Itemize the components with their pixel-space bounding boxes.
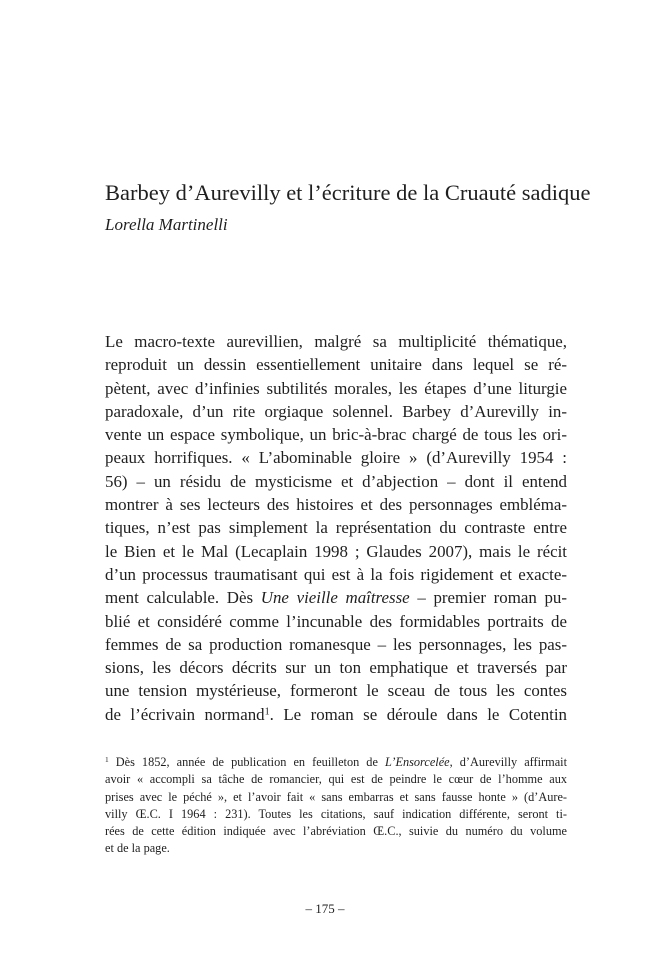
footnote-text: , d’Aurevilly affirmait xyxy=(449,755,567,769)
page-number: – 175 – xyxy=(305,901,345,916)
body-text: – premier roman pu- xyxy=(409,588,568,608)
body-line: vente un espace symbolique, un bric-à-brac chargé de tous les ori- xyxy=(105,425,567,445)
author-name: Lorella Martinelli xyxy=(105,215,228,234)
body-line: 56) – un résidu de mysticisme et d’abjection – dont il entend xyxy=(105,471,567,491)
body-line xyxy=(105,703,567,726)
footnote-line xyxy=(105,754,567,771)
body-line: pètent, avec d’infinies subtilités morales, les étapes d’une liturgie xyxy=(105,378,567,398)
footnote-line: avoir « accompli sa tâche de romancier, qui est de peindre le cœur de l’homme aux xyxy=(105,772,567,787)
body-line: paradoxale, d’un rite orgiaque solennel. Barbey d’Aurevilly in- xyxy=(105,401,567,421)
footnote-line: et de la page. xyxy=(105,841,170,856)
novel-title: L’Ensorcelée xyxy=(384,755,450,769)
body-line: montrer à ses lecteurs des histoires et des personnages emblémа- xyxy=(105,495,567,515)
body-text: . Le roman se déroule dans le Cotentin xyxy=(269,704,568,724)
body-line: blié et considéré comme l’incunable des formidables portraits de xyxy=(105,611,567,631)
footnote-line: prises avec le péché », et l’avoir fait « sans embarras et sans fausse honte » (d’Aure- xyxy=(105,789,567,804)
body-text: ment calculable. Dès xyxy=(105,588,261,608)
chapter-title: Barbey d’Aurevilly et l’écriture de la Cruauté sadique xyxy=(105,180,591,205)
body-line: le Bien et le Mal (Lecaplain 1998 ; Glaudes 2007), mais le récit xyxy=(105,541,567,561)
body-line: peaux horrifiques. « L’abominable gloire » (d’Aurevilly 1954 : xyxy=(105,448,567,468)
body-text: de l’écrivain normand xyxy=(105,704,265,724)
body-paragraph xyxy=(105,330,567,726)
body-line: sions, les décors décrits sur un ton emphatique et traversés par xyxy=(105,658,567,678)
footnote-text: Dès 1852, année de publication en feuilleton de xyxy=(108,755,385,769)
body-line: Le macro-texte aurevillien, malgré sa multiplicité thématique, xyxy=(105,332,567,351)
footnote xyxy=(105,754,567,858)
footnote-line: rées de cette édition indiquée avec l’abréviation Œ.C., suivie du numéro du volume xyxy=(105,824,567,839)
body-line: d’un processus traumatisant qui est à la fois rigidement et exacte- xyxy=(105,564,567,584)
body-line xyxy=(105,586,567,609)
body-line: une tension mystérieuse, formeront le sceau de tous les contes xyxy=(105,681,567,701)
footnote-reference[interactable]: 1 xyxy=(264,706,270,718)
body-line: tiques, n’est pas simplement la représentation du contraste entre xyxy=(105,518,567,538)
novel-title: Une vieille maîtresse xyxy=(260,588,410,608)
body-line: reproduit un dessin essentiellement unitaire dans lequel se ré- xyxy=(105,355,567,375)
footnote-line: villy Œ.C. I 1964 : 231). Toutes les citations, sauf indication différente, seront ti- xyxy=(105,806,567,821)
footnote-number: 1 xyxy=(105,754,109,764)
body-line: femmes de sa production romanesque – les personnages, les pas- xyxy=(105,634,567,654)
